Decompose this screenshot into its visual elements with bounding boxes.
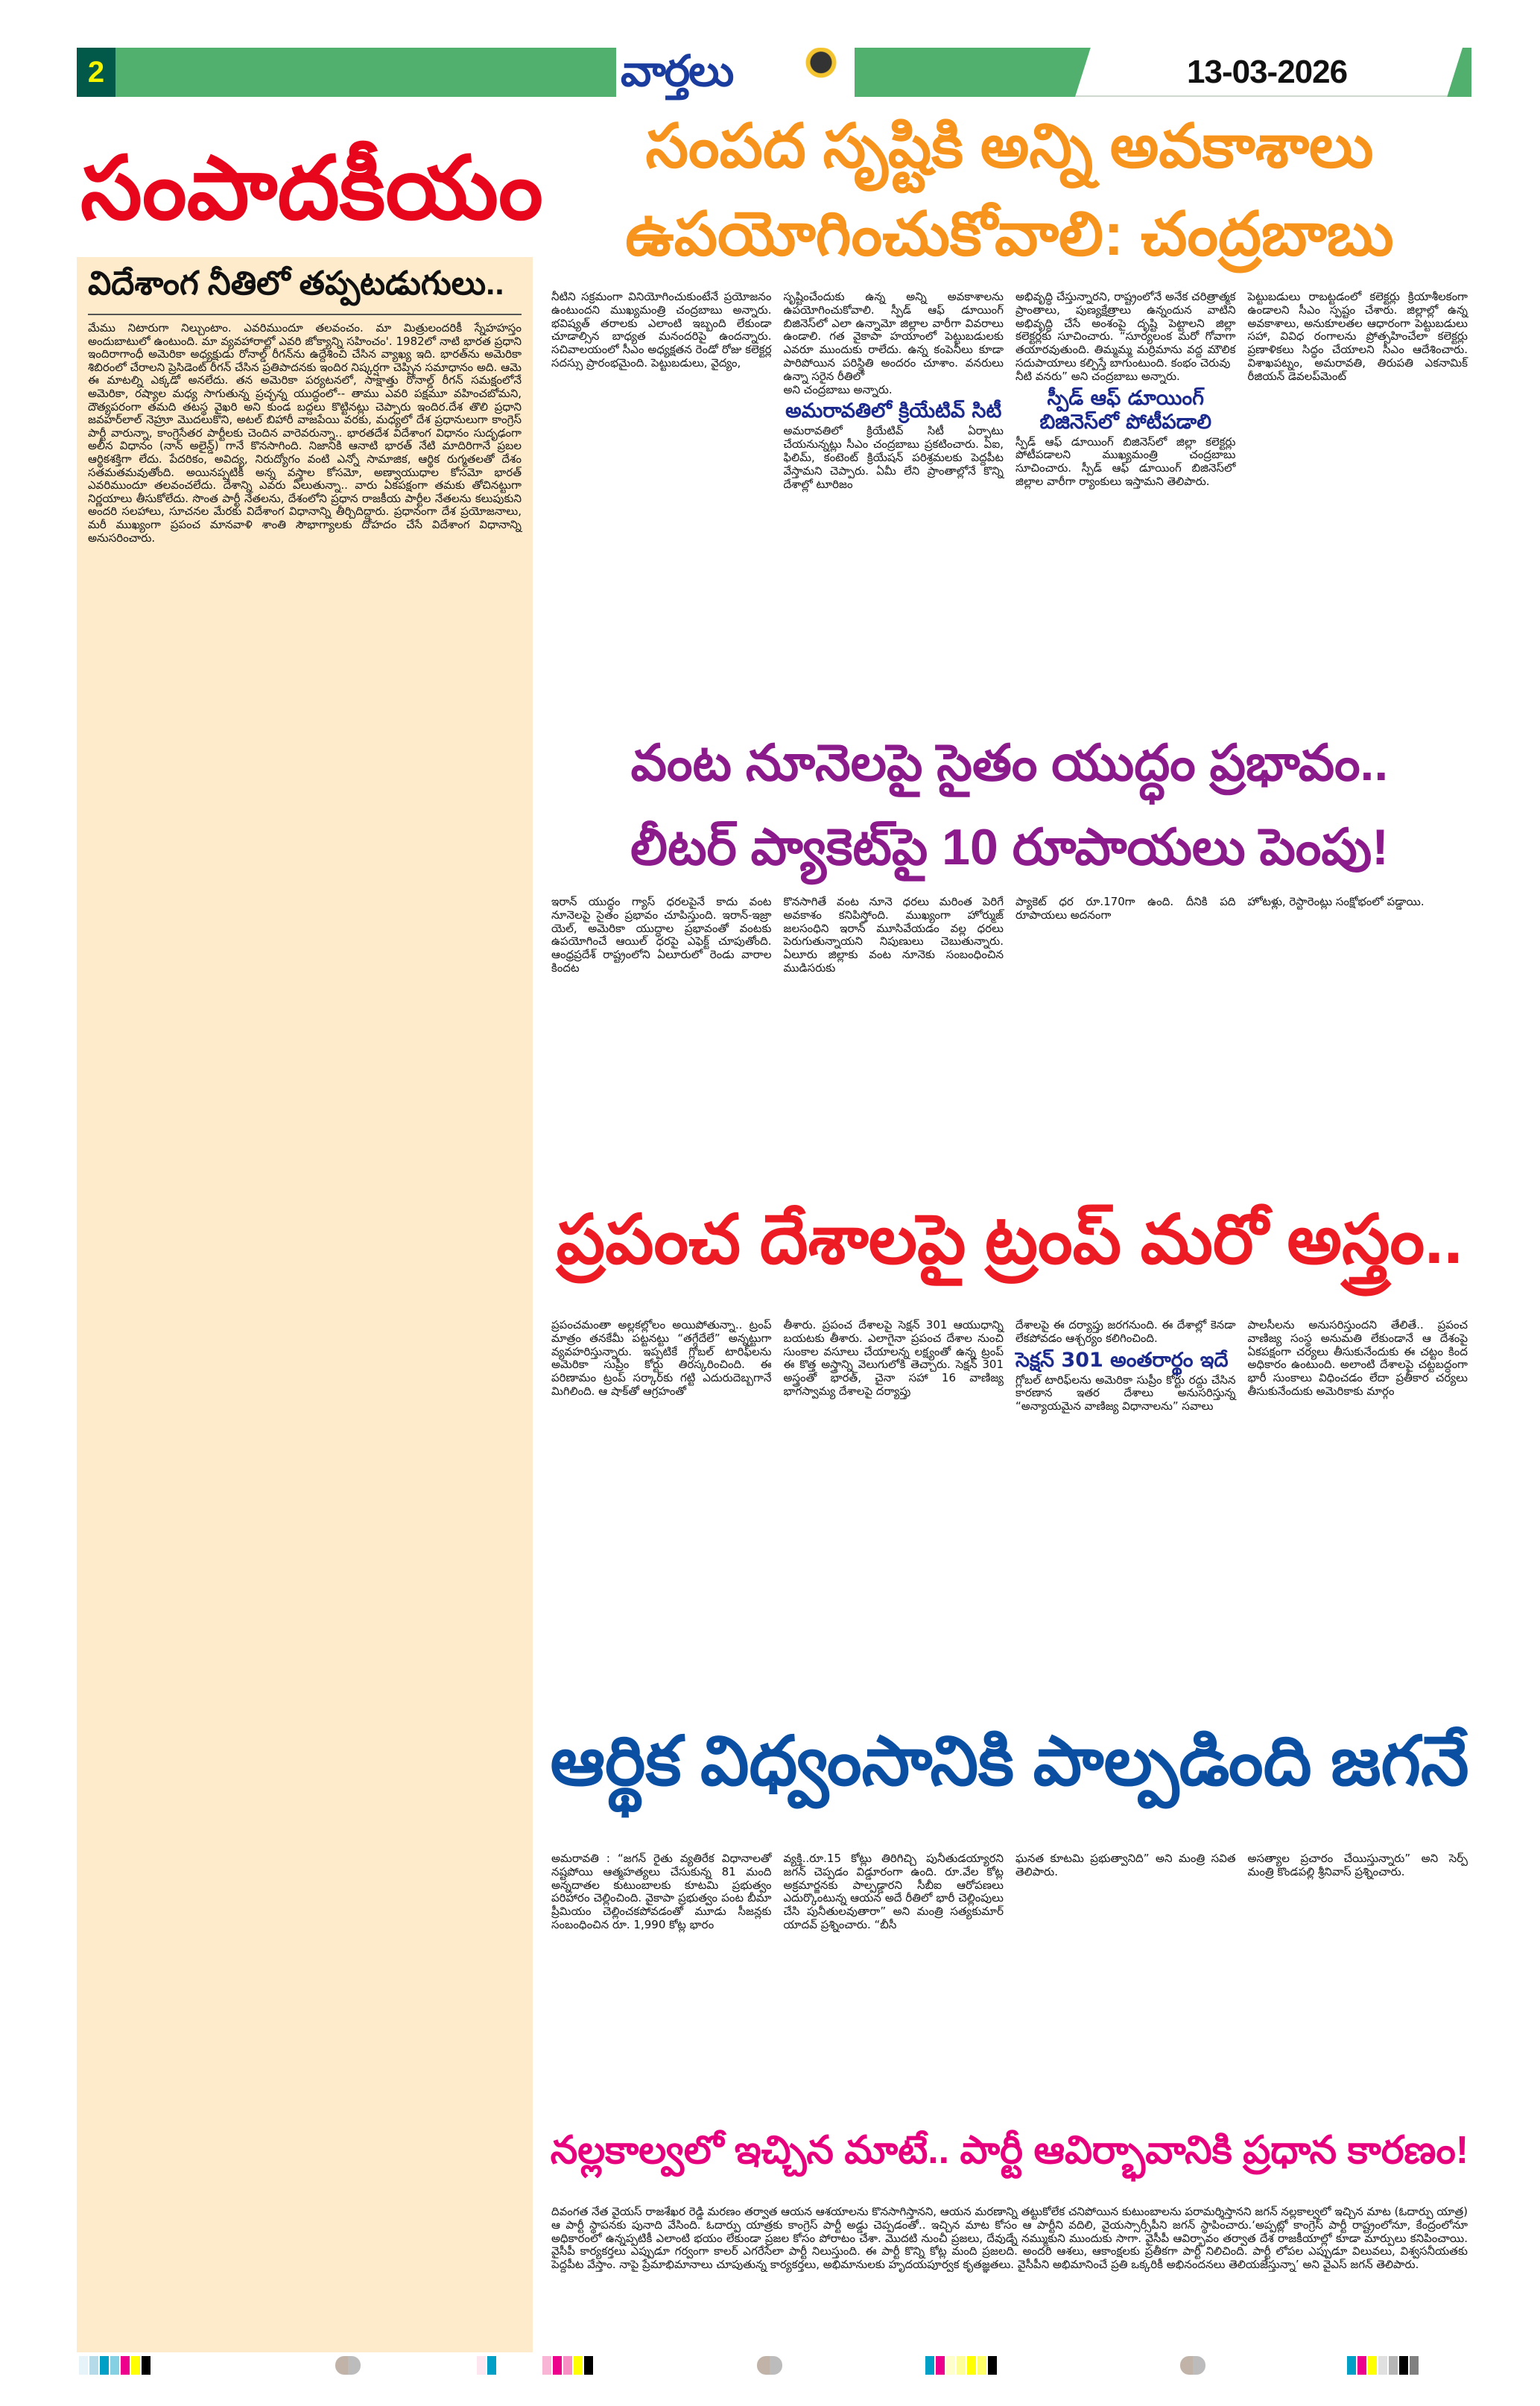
logo-text: వార్తలు [621, 47, 733, 95]
subheading-speed-of-business: స్పీడ్ ఆఫ్ డూయింగ్ బిజినెస్‌లో పోటీపడాలి [1039, 386, 1211, 434]
subheading-section-301: సెక్షన్ 301 అంతరార్థం ఇదే [1015, 1348, 1229, 1372]
article4-body [551, 1852, 1468, 2121]
article4-column [1248, 1852, 1468, 2121]
article4-column [784, 1852, 1004, 2121]
paragraph: ఇరాన్ యుద్ధం గ్యాస్ ధరలపైనే కాదు వంట నూనెలపై సైతం ప్రభావం చూపిస్తుంది. ఇరాన్-ఇజ్రా యెల్, అమెరికా యుద్ధాల ప్రభావంతో వంటకు ఉపయోగించే ఆయిల్ ధరపై ఎఫెక్ట్ చూపుతోంది. ఆంధ్రప్రదేశ్ రాష్ట్రంలోని ఏలూరులో రెండు వారాల కిందట [551, 895, 772, 975]
paragraph: తీశారు. ప్రపంచ దేశాలపై సెక్షన్ 301 ఆయుధాన్ని బయటకు తీశారు. ఎలాగైనా ప్రపంచ దేశాల నుంచి సుంకాల వసూలు చేయాలన్న లక్ష్యంతో ఉన్న ట్రంప్ ఈ కొత్త అస్త్రాన్ని వెలుగులోకి తెచ్చారు. సెక్షన్ 301 అస్త్రంతో భారత్, చైనా సహా 16 వాణిజ్య భాగస్వామ్య దేశాలపై దర్యాప్తు [783, 1318, 1004, 1398]
paragraph: అని చంద్రబాబు అన్నారు. [783, 382, 893, 396]
article2-column [784, 896, 1004, 1186]
paragraph: దివంగత నేత వైయస్ రాజశేఖర రెడ్డి మరణం తర్వాత ఆయన ఆశయాలను కొనసాగిస్తానని, ఆయన మరణాన్ని తట్టుకోలేక చనిపోయిన కుటుంబాలను పరామర్శిస్తానని జగన్ నల్లకాల్వలో ఇచ్చిన మాట (ఓదార్పు యాత్ర) ఆ పార్టీ స్థాపనకు పునాది వేసింది. ఓదార్పు యాత్రకు కాంగ్రెస్ పార్టీ అడ్డు చెప్పడంతో.. ఇచ్చిన మాట కోసం ఆ పార్టీని వదిలి, వైయస్సార్సీపీని జగన్ స్థాపించారు.‘అప్పట్లో కాంగ్రెస్ పార్టీ రాష్ట్రంలోనూ, కేంద్రంలోనూ అధికారంలో ఉన్నప్పటికీ ఎలాంటి భయం లేకుండా ప్రజల కోసం పోరాటం చేశా. మొదటి నుంచీ ప్రజలు, దేవుడ్నే నమ్ముకుని ముందుకు సాగా. వైసీపీ ఆవిర్భావం తర్వాత దేశ రాజకీయాల్లో కూడా మార్పులు కనిపించాయి. వైసీపీ కార్యకర్తలు ఎప్పుడూ గర్వంగా కాలర్ ఎగరేసేలా పార్టీ నిలుస్తుంది. ఈ పార్టీ కొన్ని కోట్ల మంది ప్రజలది. అందరి ఆశలు, ఆకాంక్షలకు ప్రతీకగా పార్టీ నిలిచింది. పార్టీ లోపల ఎప్పుడూ విలువలు, విశ్వసనీయతకు పెద్దపీట వేస్తాం. నాపై ప్రేమాభిమానాలు చూపుతున్న కార్యకర్తలు, అభిమానులకు హృదయపూర్వక కృతజ్ఞతలు. వైసీపీని అభిమానించే ప్రతి ఒక్కరికీ అభినందనలు తెలియజేస్తున్నా’ అని వైఎస్ జగన్ తెలిపారు. [551, 2205, 1468, 2272]
paragraph: నీటిని సక్రమంగా వినియోగించుకుంటేనే ప్రయోజనం ఉంటుందని ముఖ్యమంత్రి చంద్రబాబు అన్నారు. భవిష్యత్ తరాలకు ఎలాంటి ఇబ్బంది లేకుండా చూడాల్సిన బాధ్యత మనందరిపై ఉందన్నారు. సచివాలయంలో సీఎం అధ్యక్షతన రెండో రోజు కలెక్టర్ల సదస్సు ప్రారంభమైంది. పెట్టుబడులు, వైద్యం, [551, 290, 772, 370]
paragraph: నీటి వనరు” అని చంద్రబాబు అన్నారు. [1015, 369, 1180, 383]
logo-figure-icon [798, 48, 844, 97]
article2-column [1248, 896, 1468, 1186]
article3-column [551, 1319, 772, 1714]
editorial-section-title: సంపాదకీయం [80, 139, 543, 238]
editorial-paragraph: మేము నిటారుగా నిల్చుంటాం. ఎవరిముందూ తలవంచం. మా మిత్రులందరికీ స్నేహహస్తం అందుబాటులో ఉంటుంది. మా వ్యవహారాల్లో ఎవరి జోక్యాన్ని సహించం'. 1982లో నాటి భారత ప్రధాని ఇందిరాగాంధీ అమెరికా అధ్యక్షుడు రోనాల్డ్ రీగన్‌ను ఉద్దేశించి చేసిన వ్యాఖ్య ఇది. భారత్‌ను అమెరికా శిబిరంలో చేరాలని ప్రెసిడెంట్ రీగన్ చేసిన ప్రతిపాదనకు ఇందిర నిష్కర్షగా చెప్పిన సమాధానం అది. ఆమె ఈ మాటల్ని ఎక్కడో అనలేదు. తన అమెరికా పర్యటనలో, సాక్షాత్తు రోనాల్డ్ రీగన్ సమక్షంలోనే అమెరికా, రష్యాల మధ్య సాగుతున్న ప్రచ్ఛన్న యుద్ధంలో-- తాము ఎవరి పక్షమూ వహించబోమని, దౌత్యపరంగా తమది తటస్థ వైఖరి అని కుండ బద్దలు కొట్టినట్లు చెప్పారు ఇందిర.దేశ తొలి ప్రధాని జవహర్‌లాల్ నెహ్రూ మొదలుకొని, అటల్ బిహారీ వాజపేయి వరకు, మధ్యలో దేశ ప్రధానులుగా కాంగ్రెస్ పార్టీ వారున్నా, కాంగ్రెసేతర పార్టీలకు చెందిన వారెవరున్నా.. భారతదేశ విదేశాంగ విధానం సుదృఢంగా అలీన విధానం (నాన్ అలైన్డ్) గానే కొనసాగింది. నిజానికి ఆనాటి భారత్ నేటి మాదిరిగానే ప్రబల ఆర్థికశక్తిగా లేదు. పేదరికం, అవిద్య, నిరుద్యోగం వంటి ఎన్నో సామాజిక, ఆర్థిక రుగ్మతలతో దేశం సతమతమవుతోంది. అయినప్పటికీ అన్న వస్త్రాల కోసమో, అణ్వాయుధాల కోసమో భారత్ ఎవరిముందూ తలవంచలేదు. దేశాన్ని ఎవరు ఏలుతున్నా.. వారు ఏకపక్షంగా తమకు తోచినట్టుగా నిర్ణయాలు తీసుకోలేదు. సొంత పార్టీ నేతలను, దేశంలోని ప్రధాన రాజకీయ పార్టీల నేతలను కలుపుకుని అందరి సలహాలు, సూచనల మేరకు విదేశాంగ విధానాన్ని తీర్చిదిద్దారు. ప్రధానంగా దేశ ప్రయోజనాలు, మరీ ముఖ్యంగా ప్రపంచ మానవాళి శాంతి సౌభాగ్యాలకు దోహదం చేసే విదేశాంగ విధానాన్ని అనుసరించారు. [88, 321, 522, 545]
editorial-box [77, 257, 533, 2352]
paragraph: అమరావతిలో క్రియేటివ్ సిటీ ఏర్పాటు చేయనున్నట్లు సీఎం చంద్రబాబు ప్రకటించారు. ఏఐ, ఫిలిమ్, కంటెంట్ క్రియేషన్ పరిశ్రమలకు పెద్దపీట వేస్తామని చెప్పారు. ఏమీ లేని ప్రాంతాల్లోనే కొన్ని దేశాల్లో టూరిజం [783, 424, 1004, 491]
paragraph: వ్యక్తి..రూ.15 కోట్లు తిరిగిచ్చి పునీతుడయ్యారని జగన్ చెప్పడం విడ్డూరంగా ఉంది. రూ.వేల కోట్ల అక్రమార్జనకు పాల్పడ్డారని సీబీఐ ఆరోపణలు ఎదుర్కొంటున్న ఆయన అదే రీతిలో భారీ చెల్లింపులు చేసి పునీతులవుతారా” అని మంత్రి సత్యకుమార్ యాదవ్ ప్రశ్నించారు. “బీసీ [783, 1852, 1004, 1931]
page-number: 2 [77, 48, 115, 97]
paragraph: అమరావతి : “జగన్ రైతు వ్యతిరేక విధానాలతో నష్టపోయి ఆత్మహత్యలు చేసుకున్న 81 మంది అన్నదాతల కుటుంబాలకు కూటమి ప్రభుత్వం పరిహారం చెల్లించింది. వైకాపా ప్రభుత్వం పంట బీమా ప్రీమియం చెల్లించకపోవడంతో మూడు సీజన్లకు సంబంధించిన రూ. 1,990 కోట్ల భారం [551, 1852, 772, 1931]
article1-headline-line2: ఉపయోగించుకోవాలి: చంద్రబాబు [625, 200, 1394, 268]
article4-column [551, 1852, 772, 2121]
print-color-bar [79, 2356, 150, 2375]
editorial-body [88, 322, 522, 545]
issue-date: 13-03-2026 [1187, 54, 1348, 90]
subheading-creative-city: అమరావతిలో క్రియేటివ్ సిటీ [785, 399, 1002, 423]
masthead-bar [77, 48, 1471, 97]
newspaper-logo [616, 43, 855, 100]
article1-headline-line1: సంపద సృష్టికి అన్ని అవకాశాలు [645, 113, 1374, 180]
paragraph: ప్యాకెట్ ధర రూ.170గా ఉంది. దీనికి పది రూపాయలు అదనంగా [1015, 895, 1236, 922]
paragraph: దేశాలపై ఈ దర్యాప్తు జరగనుంది. ఈ దేశాల్లో కెనడా లేకపోవడం ఆశ్చర్యం కలిగించింది. [1015, 1318, 1236, 1345]
paragraph: పెట్టుబడులు రాబట్టడంలో కలెక్టర్లు క్రియాశీలకంగా ఉండాలని సీఎం స్పష్టం చేశారు. జిల్లాల్లో ఉన్న అవకాశాలు, అనుకూలతల ఆధారంగా పెట్టుబడులు సహా, వివిధ రంగాలను ప్రోత్సహించేలా కలెక్టర్లు ప్రణాళికలు సిద్ధం చేయాలని సీఎం ఆదేశించారు. విశాఖపట్నం, అమరావతి, తిరుపతి ఎకనామిక్ రీజియన్ డెవలప్‌మెంట్ [1247, 290, 1468, 383]
article1-column [1248, 291, 1468, 708]
article1-column [551, 291, 772, 708]
paragraph: పాలసీలను అనుసరిస్తుందని తేలితే.. ప్రపంచ వాణిజ్య సంస్థ అనుమతి లేకుండానే ఆ దేశంపై ఏకపక్షంగా చర్యలు తీసుకునేందుకు ఈ చట్టం కింద అధికారం ఉంటుంది. అలాంటి దేశాలపై చట్టబద్ధంగా భారీ సుంకాలు విధించడం లేదా ప్రతీకార చర్యలు తీసుకునేందుకు అమెరికాకు మార్గం [1247, 1318, 1468, 1398]
article2-body [551, 896, 1468, 1186]
article2-column [1015, 896, 1236, 1186]
article3-column [1248, 1319, 1468, 1714]
print-color-bar [1347, 2356, 1419, 2375]
article3-column [784, 1319, 1004, 1714]
paragraph: గ్లోబల్ టారిఫ్‌లను అమెరికా సుప్రీం కోర్టు రద్దు చేసిన కారణాన ఇతర దేశాలు అనుసరిస్తున్న “అన్యాయమైన వాణిజ్య విధానాలను” సవాలు [1015, 1373, 1236, 1413]
article5-headline: నల్లకాల్వలో ఇచ్చిన మాటే.. పార్టీ ఆవిర్భావానికి ప్రధాన కారణం! [550, 2129, 1469, 2172]
paragraph: హోటళ్లు, రెస్టారెంట్లు సంక్షోభంలో పడ్డాయి. [1247, 895, 1425, 908]
paragraph: ప్రపంచమంతా అల్లకల్లోలం అయిపోతున్నా.. ట్రంప్ మాత్రం తనకేమీ పట్టనట్టు “తగ్గేదేలే” అన్నట్టుగా వ్యవహరిస్తున్నారు. ఇప్పటికే గ్లోబల్ టారిఫ్‌లను అమెరికా సుప్రీం కోర్టు తిరస్కరించింది. ఈ పరిణామం ట్రంప్ సర్కార్‌కు గట్టి ఎదురుదెబ్బగానే మిగిలింది. ఆ షాక్‌తో ఆగ్రహంతో [551, 1318, 772, 1398]
paragraph: సృష్టించేందుకు ఉన్న అన్ని అవకాశాలను ఉపయోగించుకోవాలి. స్పీడ్ ఆఫ్ డూయింగ్ బిజినెస్‌లో ఎలా ఉన్నామో జిల్లాల వారీగా వివరాలు ఉండాలి. గత వైకాపా హయాంలో పెట్టుబడులకు ఎవరూ ముందుకు రాలేదు. ఉన్న కంపెనీలు కూడా పారిపోయిన పరిస్థితి అందరం చూశాం. వనరులు ఉన్నా సరైన రీతిలో [783, 290, 1004, 383]
registration-mark [1180, 2356, 1205, 2375]
print-color-bar [542, 2356, 593, 2375]
article3-headline: ప్రపంచ దేశాలపై ట్రంప్ మరో అస్త్రం.. [556, 1202, 1463, 1278]
print-color-bar [477, 2356, 496, 2375]
header-green-band [115, 48, 616, 97]
paragraph: ఘనత కూటమి ప్రభుత్వానిది” అని మంత్రి సవిత తెలిపారు. [1015, 1852, 1236, 1878]
registration-mark [757, 2356, 782, 2375]
paragraph: అసత్యాల ప్రచారం చేయిస్తున్నారు” అని సెర్ప్ మంత్రి కొండపల్లి శ్రీనివాస్ ప్రశ్నించారు. [1247, 1852, 1468, 1878]
paragraph: స్పీడ్ ఆఫ్ డూయింగ్ బిజినెస్‌లో జిల్లా కలెక్టర్లు పోటీపడాలని ముఖ్యమంత్రి చంద్రబాబు సూచించారు. స్పీడ్ ఆఫ్ డూయింగ్ బిజినెస్‌లో జిల్లాల వారీగా ర్యాంకులు ఇస్తామని తెలిపారు. [1015, 434, 1236, 488]
article2-headline-line1: వంట నూనెలపై సైతం యుద్ధం ప్రభావం.. [630, 735, 1389, 791]
article1-body [551, 291, 1468, 708]
article4-headline: ఆర్థిక విధ్వంసానికి పాల్పడింది జగనే [550, 1723, 1469, 1799]
article4-column [1015, 1852, 1236, 2121]
article2-headline-line2: లీటర్ ప్యాకెట్‌పై 10 రూపాయలు పెంపు! [630, 819, 1389, 876]
article3-column [1015, 1319, 1236, 1714]
paragraph: అభివృద్ధి చేస్తున్నారని, రాష్ట్రంలోనే అనేక చరిత్రాత్మక ప్రాంతాలు, పుణ్యక్షేత్రాలు ఉన్నందున వాటిని అభివృద్ధి చేసే అంశంపై దృష్టి పెట్టాలని జిల్లా కలెక్టర్లకు సూచించారు. “సూర్యలంక మరో గోవాగా తయారవుతుంది. తిమ్మమ్మ మర్రిమాను వద్ద మౌలిక సదుపాయాలు కల్పిస్తే బాగుంటుంది. కంభం చెరువు [1015, 290, 1236, 370]
print-color-bar [925, 2356, 997, 2375]
editorial-headline: విదేశాంగ నీతిలో తప్పటడుగులు.. [88, 265, 522, 315]
article3-body [551, 1319, 1468, 1714]
registration-mark [335, 2356, 361, 2375]
article5-body [551, 2206, 1468, 2272]
paragraph: కొనసాగితే వంట నూనె ధరలు మరింత పెరిగే అవకాశం కనిపిస్తోంది. ముఖ్యంగా హోర్ముజ్ జలసంధిని ఇరాన్ మూసివేయడం వల్ల ధరలు పెరుగుతున్నాయని నిపుణులు చెబుతున్నారు. ఏలూరు జిల్లాకు వంట నూనెకు సంబంధించిన ముడిసరుకు [783, 895, 1004, 975]
article2-column [551, 896, 772, 1186]
article1-column [784, 291, 1004, 708]
article1-column [1015, 291, 1236, 708]
